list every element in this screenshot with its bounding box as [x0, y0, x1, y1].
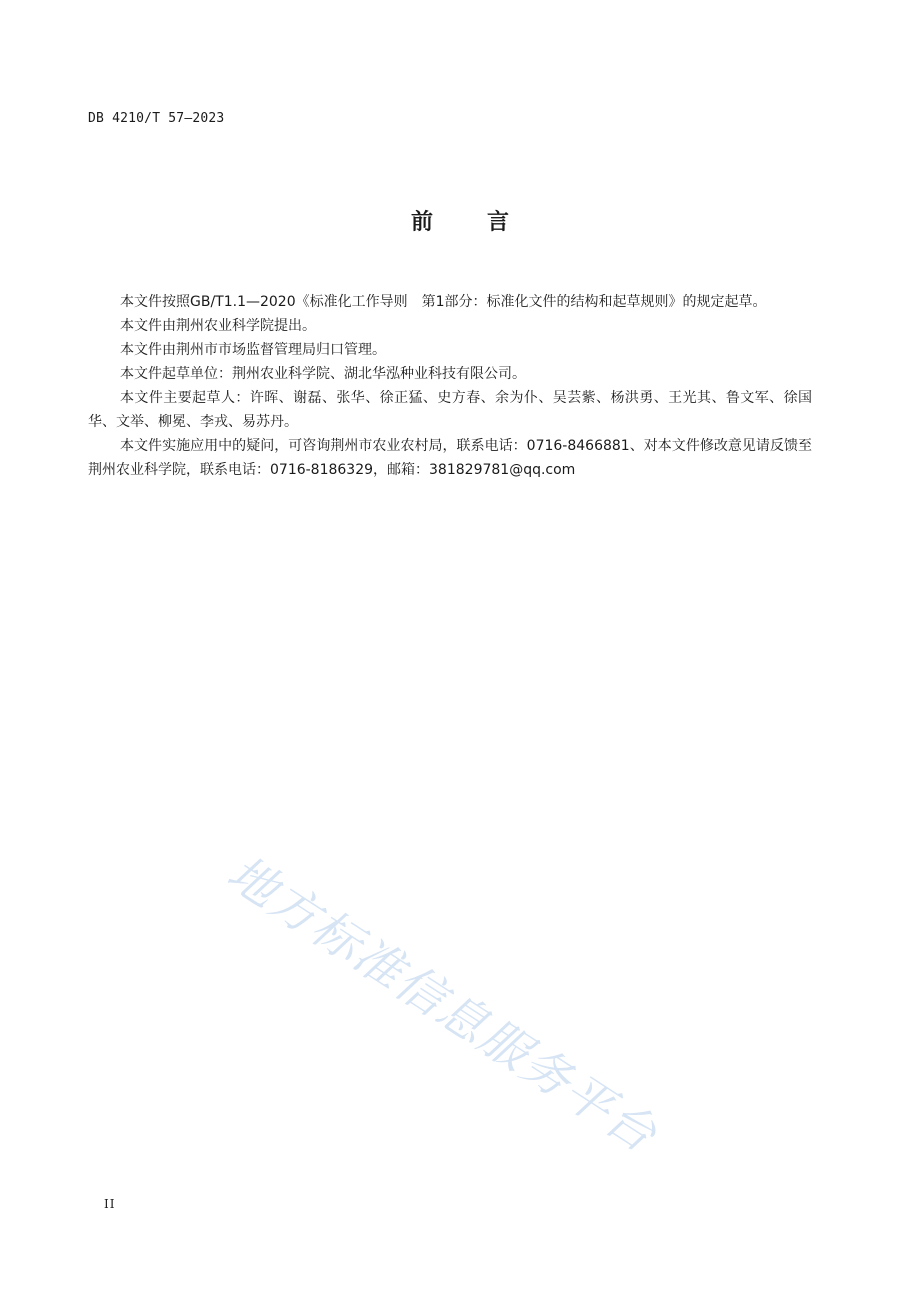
title-char-1: 前: [410, 210, 433, 235]
watermark: 地方标准信息服务平台: [217, 844, 668, 1165]
paragraph-proposer: 本文件由荆州农业科学院提出。: [120, 318, 316, 334]
page-title: [0, 205, 920, 236]
document-number: DB 4210/T 57—2023: [88, 111, 225, 126]
foreword-body: [88, 290, 812, 482]
paragraph-drafters: 本文件主要起草人：许晖、谢磊、张华、徐正猛、史方春、余为仆、吴芸紫、杨洪勇、王光其、鲁文军、徐国华、文举、柳冕、李戎、易苏丹。: [88, 390, 812, 430]
paragraph-drafting-units: 本文件起草单位：荆州农业科学院、湖北华泓种业科技有限公司。: [120, 366, 526, 382]
title-char-2: 言: [487, 210, 510, 235]
paragraph-standard-basis: 本文件按照GB/T1.1—2020《标准化工作导则 第1部分：标准化文件的结构和起草规则》的规定起草。: [120, 294, 767, 310]
paragraph-administrator: 本文件由荆州市市场监督管理局归口管理。: [120, 342, 386, 358]
page-number: II: [104, 1197, 116, 1211]
paragraph-contact: 本文件实施应用中的疑问，可咨询荆州市农业农村局，联系电话：0716-8466881、对本文件修改意见请反馈至荆州农业科学院，联系电话：0716-8186329，邮箱：381829781@qq.com: [88, 438, 812, 478]
